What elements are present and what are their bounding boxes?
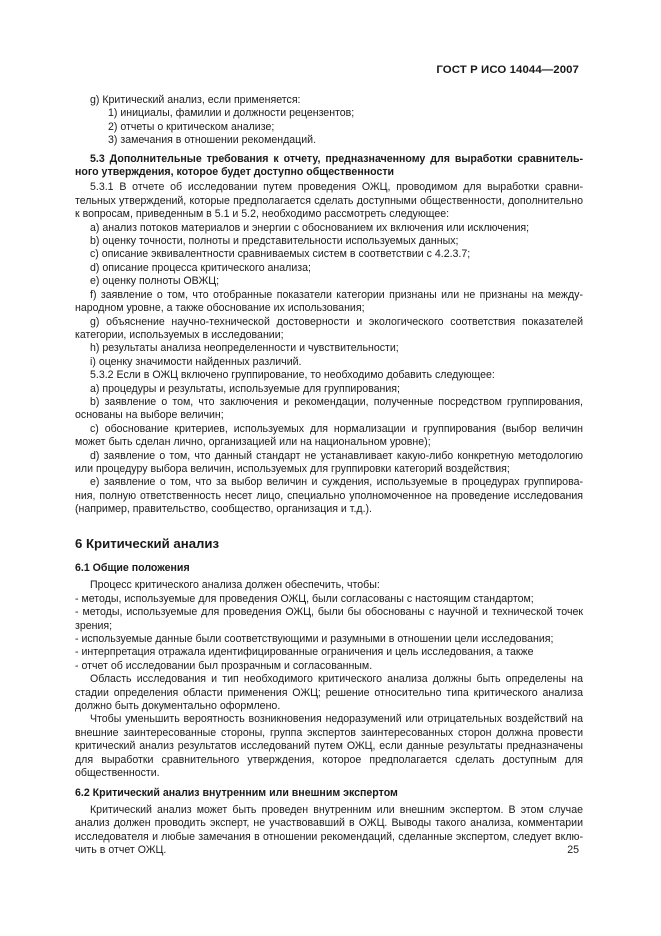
document-header: ГОСТ Р ИСО 14044—2007	[436, 64, 579, 76]
list-item: - методы, используемые для проведения ОЖЦ, были согласованы с настоящим стандартом;	[75, 592, 534, 605]
list-item: a) процедуры и результаты, используемые для группирования;	[90, 382, 400, 395]
list-item: 2) отчеты о критическом анализе;	[108, 120, 275, 133]
list-item: 1) инициалы, фамилии и должности рецензентов;	[108, 107, 355, 120]
list-item: - отчет об исследовании был прозрачным и согласованным.	[75, 659, 373, 672]
list-item: c) обоснование критериев, используемых для нормализации и группирования (выбор величин может быть сделан лично, организацией или на национальном уровне);	[75, 422, 583, 449]
list-item: c) описание эквивалентности сравниваемых систем в соответствии с 4.2.3.7;	[90, 248, 471, 261]
list-item: e) заявление о том, что за выбор величин и суждения, используемые в процедурах группирова-ния, полную ответственность несет лицо, специально уполномоченное на проведение исследования (например, правительство, сообщество, организация и т.д.).	[75, 476, 583, 516]
list-item: d) заявление о том, что данный стандарт не устанавливает какую-либо конкретную методологию или процедуру выбора величин, используемых для группировки категорий воздействия;	[75, 449, 583, 475]
page-content	[75, 94, 583, 858]
paragraph-6-1-3: Чтобы уменьшить вероятность возникновения недоразумений или отрицательных воздействий на внешние заинтересованные стороны, группа экспертов заинтересованных сторон должна провести критический анализ результатов исследований путем ОЖЦ, если данные результаты предназначены для выработки сравнительного утверждения, которое предполагается сделать доступным для общественности.	[75, 713, 583, 780]
list-item: i) оценку значимости найденных различий.	[90, 355, 302, 368]
paragraph-5-3-2: 5.3.2 Если в ОЖЦ включено группирование, то необходимо добавить следующее:	[90, 369, 495, 382]
list-item: - интерпретация отражала идентифицированные ограничения и цель исследования, а также	[75, 646, 534, 659]
list-item: b) заявление о том, что заключения и рекомендации, полученные посредством группирования, основаны на выборе величин;	[75, 395, 583, 422]
list-item: b) оценку точности, полноты и представительности используемых данных;	[90, 235, 459, 248]
paragraph-6-1-2: Область исследования и тип необходимого критического анализа должны быть определены на стадии определения области применения ОЖЦ; решение относительно типа критического анализа должно быть документально оформлено.	[75, 673, 583, 713]
list-item: d) описание процесса критического анализа;	[90, 261, 311, 274]
paragraph-6-2-1: Критический анализ может быть проведен внутренним или внешним экспертом. В этом случае анализ должен проводить эксперт, не участвовавший в ОЖЦ. Выводы такого анализа, комментарии исследователя и любые замечания в отношении рекомендаций, сделанные экспертом, следует вклю-чить в отчет ОЖЦ.	[75, 803, 583, 857]
list-item: - используемые данные были соответствующими и разумными в отношении цели исследования;	[75, 633, 554, 646]
list-item: g) объяснение научно-технической достоверности и экологического соответствия показателей категории, используемых в исследовании;	[75, 315, 583, 341]
section-6-2-title: 6.2 Критический анализ внутренним или внешним экспертом	[75, 786, 398, 799]
list-item: f) заявление о том, что отобранные показатели категории признаны или не признаны на между-народном уровне, а также обоснование их использования;	[75, 288, 583, 315]
list-item: e) оценку полноты ОВЖЦ;	[90, 275, 220, 288]
list-item: 3) замечания в отношении рекомендаций.	[108, 134, 317, 147]
section-5-3-title: 5.3 Дополнительные требования к отчету, предназначенному для выработки сравнитель-ного утверждения, которое будет доступно общественности	[75, 152, 583, 179]
list-item: h) результаты анализа неопределенности и чувствительности;	[90, 342, 399, 355]
page-number: 25	[567, 844, 579, 856]
paragraph-6-1-intro: Процесс критического анализа должен обеспечить, чтобы:	[90, 579, 380, 592]
list-item: a) анализ потоков материалов и энергии с обоснованием их включения или исключения;	[90, 221, 530, 234]
list-item: - методы, используемые для проведения ОЖЦ, были бы обоснованы с научной и технической точек зрения;	[75, 606, 583, 632]
item-g-intro: g) Критический анализ, если применяется:	[90, 94, 301, 106]
paragraph-5-3-1: 5.3.1 В отчете об исследовании путем проведения ОЖЦ, проводимом для выработки сравни-тельных утверждений, которые предполагается сделать доступными общественности, дополнительно к вопросам, приведенным в 5.1 и 5.2, необходимо рассмотреть следующее:	[75, 181, 583, 221]
section-6-title: 6 Критический анализ	[75, 535, 220, 551]
section-6-1-title: 6.1 Общие положения	[75, 562, 190, 574]
